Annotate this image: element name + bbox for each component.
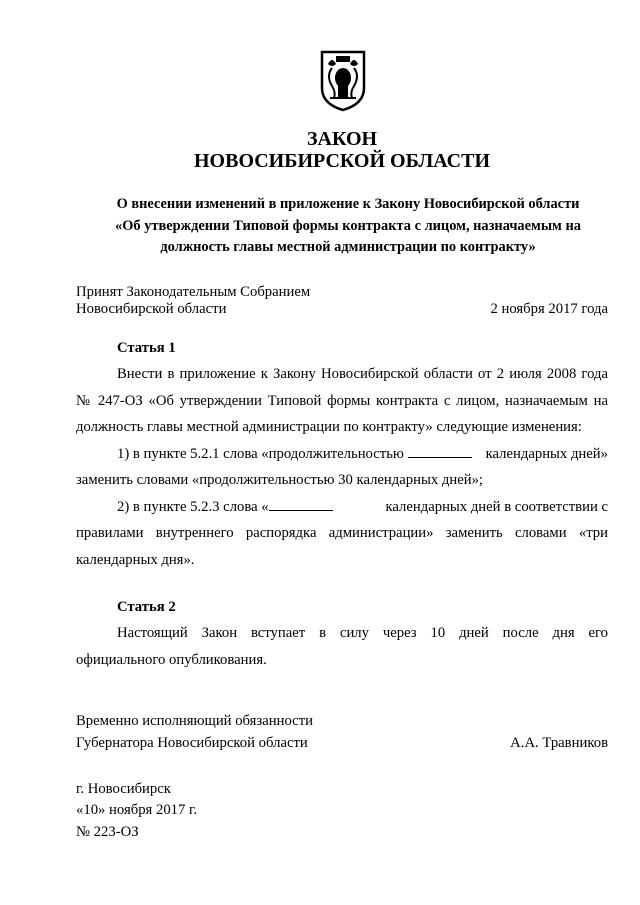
item-text: 2) в пункте 5.2.3 слова « <box>117 498 269 515</box>
paragraph-line: № 247-ОЗ «Об утверждении Типовой формы контракта с лицом, назначаемым на <box>76 392 608 409</box>
footer-city: г. Новосибирск <box>76 781 171 797</box>
signatory-position: Губернатора Новосибирской области <box>76 735 308 751</box>
law-number: № 223-ОЗ <box>76 824 139 840</box>
item-text: календарных дней» <box>485 445 608 462</box>
subject-line: О внесении изменений в приложение к Закону Новосибирской области <box>116 196 580 212</box>
adoption-line: Принят Законодательным Собранием <box>76 284 311 300</box>
paragraph-line: Настоящий Закон вступает в силу через 10 дней после дня его <box>117 625 608 641</box>
footer-date: «10» ноября 2017 г. <box>76 802 198 818</box>
blank-line <box>269 497 333 511</box>
article-2-heading: Статья 2 <box>117 599 176 615</box>
subject-line: должность главы местной администрации по контракту» <box>160 239 536 255</box>
law-title: ЗАКОН <box>306 128 378 150</box>
subject-line: «Об утверждении Типовой формы контракта с лицом, назначаемым на <box>115 217 581 234</box>
region-title: НОВОСИБИРСКОЙ ОБЛАСТИ <box>193 150 491 172</box>
paragraph-line: календарных дня». <box>76 551 195 568</box>
amendment-item-1 <box>76 441 608 468</box>
novosibirsk-coat-of-arms-icon <box>318 48 368 112</box>
paragraph-line: официального опубликования. <box>76 651 267 668</box>
paragraph-line: Внести в приложение к Закону Новосибирской области от 2 июля 2008 года <box>117 366 608 382</box>
blank-line <box>408 444 472 458</box>
article-1-body <box>76 361 608 573</box>
paragraph-line: правилами внутреннего распорядка администрации» заменить словами «три <box>76 525 608 541</box>
paragraph-line: заменить словами «продолжительностью 30 календарных дней»; <box>76 472 484 488</box>
amendment-item-2 <box>76 494 608 521</box>
item-text: 1) в пункте 5.2.1 слова «продолжительностью <box>117 445 404 462</box>
article-1-heading: Статья 1 <box>117 340 176 356</box>
signatory-position: Временно исполняющий обязанности <box>76 713 313 729</box>
signatory-name: А.А. Травников <box>510 735 608 751</box>
law-subject <box>76 194 620 259</box>
adoption-date: 2 ноября 2017 года <box>490 301 608 317</box>
adoption-line: Новосибирской области <box>76 301 227 317</box>
item-text: календарных дней в соответствии с <box>385 498 608 515</box>
article-2-body <box>76 620 608 673</box>
paragraph-line: должность главы местной администрации по контракту» следующие изменения: <box>76 419 582 435</box>
